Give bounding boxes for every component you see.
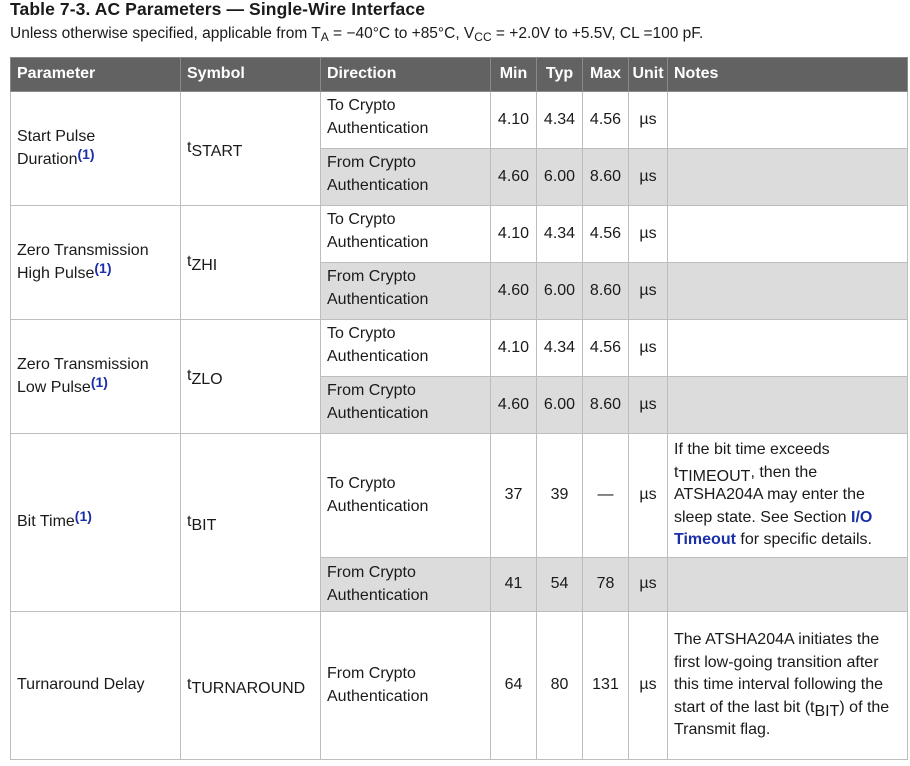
footnote-ref[interactable]: (1) bbox=[94, 259, 112, 276]
param-bit-time: Bit Time(1) bbox=[11, 434, 181, 612]
notes-cell bbox=[668, 377, 908, 434]
notes-cell bbox=[668, 206, 908, 263]
unit-cell: µs bbox=[629, 206, 668, 263]
notes-cell: The ATSHA204A initiates the first low-going transition after this time interval following the start of the last bit (tBIT) of the Transmit flag. bbox=[668, 612, 908, 760]
symbol-tzhi: tZHI bbox=[181, 206, 321, 320]
ac-parameters-table bbox=[10, 57, 908, 760]
header-notes: Notes bbox=[668, 58, 908, 92]
header-min: Min bbox=[491, 58, 537, 92]
min-cell: 37 bbox=[491, 434, 537, 558]
typ-cell: 4.34 bbox=[537, 206, 583, 263]
min-cell: 4.60 bbox=[491, 377, 537, 434]
header-parameter: Parameter bbox=[11, 58, 181, 92]
header-symbol: Symbol bbox=[181, 58, 321, 92]
direction-cell: To Crypto Authentication bbox=[321, 320, 491, 377]
header-unit: Unit bbox=[629, 58, 668, 92]
direction-cell: From Crypto Authentication bbox=[321, 377, 491, 434]
unit-cell: µs bbox=[629, 149, 668, 206]
max-cell: 8.60 bbox=[583, 263, 629, 320]
max-cell: 4.56 bbox=[583, 320, 629, 377]
notes-cell bbox=[668, 320, 908, 377]
max-cell: 131 bbox=[583, 612, 629, 760]
symbol-tstart: tSTART bbox=[181, 92, 321, 206]
param-zero-low: Zero Transmission Low Pulse(1) bbox=[11, 320, 181, 434]
direction-cell: To Crypto Authentication bbox=[321, 434, 491, 558]
footnote-ref[interactable]: (1) bbox=[77, 145, 95, 162]
typ-cell: 54 bbox=[537, 558, 583, 612]
typ-cell: 80 bbox=[537, 612, 583, 760]
table-title: Table 7-3. AC Parameters — Single-Wire Interface bbox=[10, 0, 426, 19]
max-cell: 78 bbox=[583, 558, 629, 612]
header-max: Max bbox=[583, 58, 629, 92]
footnote-ref[interactable]: (1) bbox=[90, 373, 108, 390]
symbol-tzlo: tZLO bbox=[181, 320, 321, 434]
min-cell: 4.60 bbox=[491, 263, 537, 320]
symbol-tbit: tBIT bbox=[181, 434, 321, 612]
max-cell: 4.56 bbox=[583, 92, 629, 149]
header-row bbox=[11, 58, 908, 92]
direction-cell: From Crypto Authentication bbox=[321, 612, 491, 760]
notes-cell: If the bit time exceeds tTIMEOUT, then the ATSHA204A may enter the sleep state. See Section I/O Timeout for specific details. bbox=[668, 434, 908, 558]
notes-cell bbox=[668, 558, 908, 612]
typ-cell: 4.34 bbox=[537, 92, 583, 149]
max-cell: — bbox=[583, 434, 629, 558]
table-row bbox=[11, 612, 908, 760]
max-cell: 8.60 bbox=[583, 377, 629, 434]
param-turnaround: Turnaround Delay bbox=[11, 612, 181, 760]
unit-cell: µs bbox=[629, 612, 668, 760]
max-cell: 4.56 bbox=[583, 206, 629, 263]
unit-cell: µs bbox=[629, 377, 668, 434]
io-timeout-link[interactable]: I/O Timeout bbox=[674, 508, 873, 549]
direction-cell: To Crypto Authentication bbox=[321, 92, 491, 149]
max-cell: 8.60 bbox=[583, 149, 629, 206]
typ-cell: 6.00 bbox=[537, 149, 583, 206]
notes-cell bbox=[668, 92, 908, 149]
unit-cell: µs bbox=[629, 320, 668, 377]
min-cell: 41 bbox=[491, 558, 537, 612]
unit-cell: µs bbox=[629, 558, 668, 612]
min-cell: 4.10 bbox=[491, 320, 537, 377]
direction-cell: To Crypto Authentication bbox=[321, 206, 491, 263]
notes-cell bbox=[668, 149, 908, 206]
typ-cell: 4.34 bbox=[537, 320, 583, 377]
min-cell: 64 bbox=[491, 612, 537, 760]
table-subtitle: Unless otherwise specified, applicable from $T_A = -40^\circ C$ to +85°C, $V_{CC} = +2.0V$ to +5.5V, CL =100 pF. bbox=[10, 25, 704, 44]
min-cell: 4.60 bbox=[491, 149, 537, 206]
direction-cell: From Crypto Authentication bbox=[321, 263, 491, 320]
unit-cell: µs bbox=[629, 92, 668, 149]
header-typ: Typ bbox=[537, 58, 583, 92]
table-row bbox=[11, 92, 908, 149]
typ-cell: 39 bbox=[537, 434, 583, 558]
typ-cell: 6.00 bbox=[537, 377, 583, 434]
direction-cell: From Crypto Authentication bbox=[321, 558, 491, 612]
table-row bbox=[11, 320, 908, 377]
unit-cell: µs bbox=[629, 263, 668, 320]
notes-cell bbox=[668, 263, 908, 320]
table-row bbox=[11, 434, 908, 558]
unit-cell: µs bbox=[629, 434, 668, 558]
typ-cell: 6.00 bbox=[537, 263, 583, 320]
header-direction: Direction bbox=[321, 58, 491, 92]
param-zero-high: Zero Transmission High Pulse(1) bbox=[11, 206, 181, 320]
direction-cell: From Crypto Authentication bbox=[321, 149, 491, 206]
param-start-pulse: Start Pulse Duration(1) bbox=[11, 92, 181, 206]
min-cell: 4.10 bbox=[491, 206, 537, 263]
table-row bbox=[11, 206, 908, 263]
symbol-tturnaround: tTURNAROUND bbox=[181, 612, 321, 760]
footnote-ref[interactable]: (1) bbox=[74, 508, 92, 525]
min-cell: 4.10 bbox=[491, 92, 537, 149]
